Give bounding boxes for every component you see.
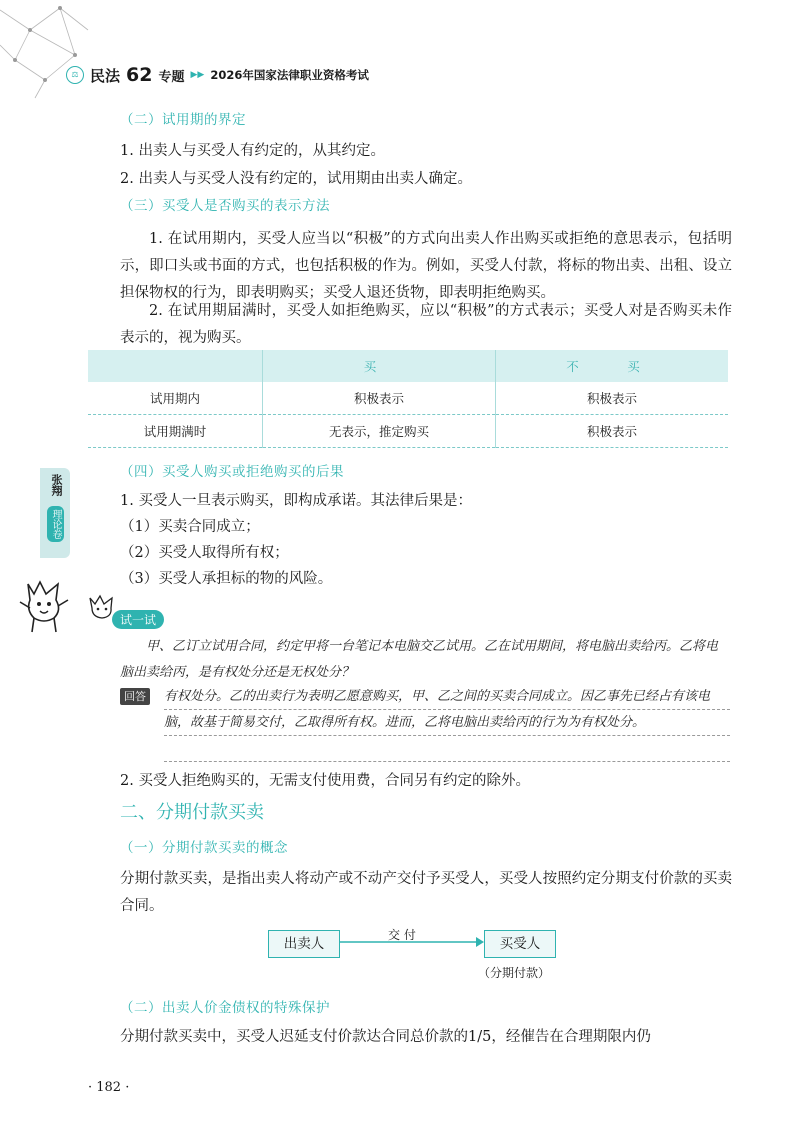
table-header-cell [88, 350, 263, 382]
list-item: （2）买受人取得所有权； [120, 545, 289, 561]
paragraph: 1. 买受人一旦表示购买，即构成承诺。其法律后果是： [120, 493, 472, 509]
divider [164, 761, 730, 762]
header-arrows-icon: ▶▶ [190, 70, 205, 80]
table-cell: 试用期满时 [88, 415, 263, 448]
table-row [88, 382, 728, 415]
list-item: （1）买卖合同成立； [120, 519, 260, 535]
divider [164, 709, 730, 710]
divider [164, 735, 730, 736]
list-item: （3）买受人承担标的物的风险。 [120, 571, 333, 587]
section-heading-trial-period: （二）试用期的界定 [120, 112, 246, 128]
section-heading-special-protection: （二）出卖人价金债权的特殊保护 [120, 1000, 330, 1016]
header-suffix: 专题 [158, 69, 185, 85]
exercise-answer: 有权处分。乙的出卖行为表明乙愿意购买，甲、乙之间的买卖合同成立。因乙事先已经占有该电脑，故基于简易交付，乙取得所有权。进而，乙将电脑出卖给丙的行为为有权处分。 [164, 689, 711, 730]
header-exam: 2026年国家法律职业资格考试 [210, 68, 369, 82]
part-heading-installment-sale: 二、分期付款买卖 [120, 802, 264, 823]
side-tab-name: 张翔 [50, 474, 63, 496]
paragraph: 分期付款买卖，是指出卖人将动产或不动产交付予买受人，买受人按照约定分期支付价款的买卖合同。 [120, 871, 732, 914]
paragraph: 2. 买受人拒绝购买的，无需支付使用费，合同另有约定的除外。 [120, 773, 530, 789]
paragraph: 分期付款买卖中，买受人迟延支付价款达合同总价款的1/5，经催告在合理期限内仍 [120, 1029, 651, 1045]
table-header-cell: 买 [263, 350, 496, 382]
table-cell: 积极表示 [263, 382, 496, 415]
arrow-icon [340, 936, 484, 948]
table-cell: 无表示，推定购买 [263, 415, 496, 448]
section-heading-consequences: （四）买受人购买或拒绝购买的后果 [120, 464, 344, 480]
section-heading-purchase-expression: （三）买受人是否购买的表示方法 [120, 198, 330, 214]
page-number: · 182 · [88, 1080, 130, 1095]
delivery-label: 交 付 [388, 928, 416, 942]
exercise-tag: 试一试 [112, 610, 164, 629]
table-header-row [88, 350, 728, 382]
paragraph: 2. 在试用期届满时，买受人如拒绝购买，应以“积极”的方式表示；买受人对是否购买未作表示的，视为购买。 [120, 303, 732, 346]
table-cell: 积极表示 [496, 415, 729, 448]
buyer-box: 买受人 [484, 930, 556, 958]
header-logo-icon: ⚖ [66, 66, 84, 84]
header-series: 民法 [90, 66, 121, 85]
table-cell: 试用期内 [88, 382, 263, 415]
table-cell: 积极表示 [496, 382, 729, 415]
page-header [66, 64, 369, 86]
paragraph: 1. 出卖人与买受人有约定的，从其约定。 [120, 143, 385, 159]
table-row [88, 415, 728, 448]
mascot-illustration [18, 574, 72, 636]
comparison-table [88, 350, 728, 448]
installment-note: （分期付款） [478, 966, 551, 980]
side-tab-label: 理论卷 [47, 506, 64, 542]
section-heading-concept: （一）分期付款买卖的概念 [120, 840, 288, 856]
seller-box: 出卖人 [268, 930, 340, 958]
exercise-question: 甲、乙订立试用合同，约定甲将一台笔记本电脑交乙试用。乙在试用期间，将电脑出卖给丙。乙将电脑出卖给丙，是有权处分还是无权处分？ [120, 639, 719, 680]
header-number: 62 [126, 64, 153, 86]
paragraph: 1. 在试用期内，买受人应当以“积极”的方式向出卖人作出购买或拒绝的意思表示，包括明示，即口头或书面的方式，也包括积极的作为。例如，买受人付款，将标的物出卖、出租、设立担保物权的行为，即表明购买；买受人退还货物，即表明拒绝购买。 [120, 231, 732, 301]
side-tab [40, 468, 70, 558]
answer-tag: 回答 [120, 688, 150, 705]
table-header-cell: 不 买 [496, 350, 729, 382]
paragraph: 2. 出卖人与买受人没有约定的，试用期由出卖人确定。 [120, 171, 472, 187]
